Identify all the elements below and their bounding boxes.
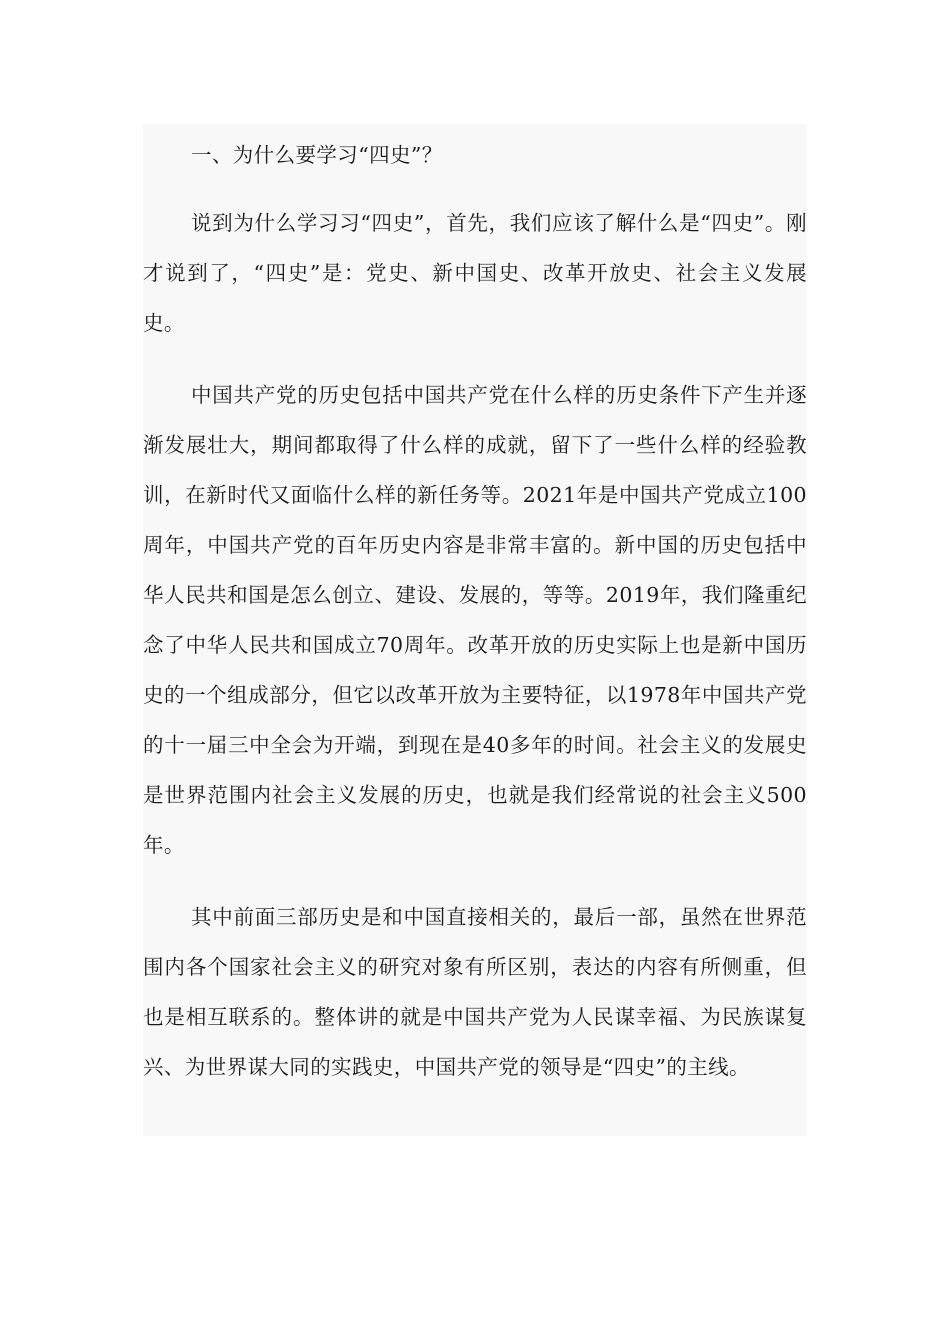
section-heading: 一、为什么要学习“四史”？ <box>191 143 443 167</box>
text-block <box>143 124 807 1136</box>
paragraph-definition: 说到为什么学习习“四史”，首先，我们应该了解什么是“四史”。刚才说到了，“四史”是：党史、新中国史、改革开放史、社会主义发展史。 <box>143 211 807 335</box>
paragraph-history-details: 中国共产党的历史包括中国共产党在什么样的历史条件下产生并逐渐发展壮大，期间都取得了什么样的成就，留下了一些什么样的经验教训，在新时代又面临什么样的新任务等。2021年是中国共产党成立100周年，中国共产党的百年历史内容是非常丰富的。新中国的历史包括中华人民共和国是怎么创立、建设、发展的，等等。2019年，我们隆重纪念了中华人民共和国成立70周年。改革开放的历史实际上也是新中国历史的一个组成部分，但它以改革开放为主要特征，以1978年中国共产党的十一届三中全会为开端，到现在是40多年的时间。社会主义的发展史是世界范围内社会主义发展的历史，也就是我们经常说的社会主义500年。 <box>143 383 807 857</box>
paragraph-summary: 其中前面三部历史是和中国直接相关的，最后一部，虽然在世界范围内各个国家社会主义的研究对象有所区别，表达的内容有所侧重，但也是相互联系的。整体讲的就是中国共产党为人民谋幸福、为民族谋复兴、为世界谋大同的实践史，中国共产党的领导是“四史”的主线。 <box>143 905 807 1079</box>
